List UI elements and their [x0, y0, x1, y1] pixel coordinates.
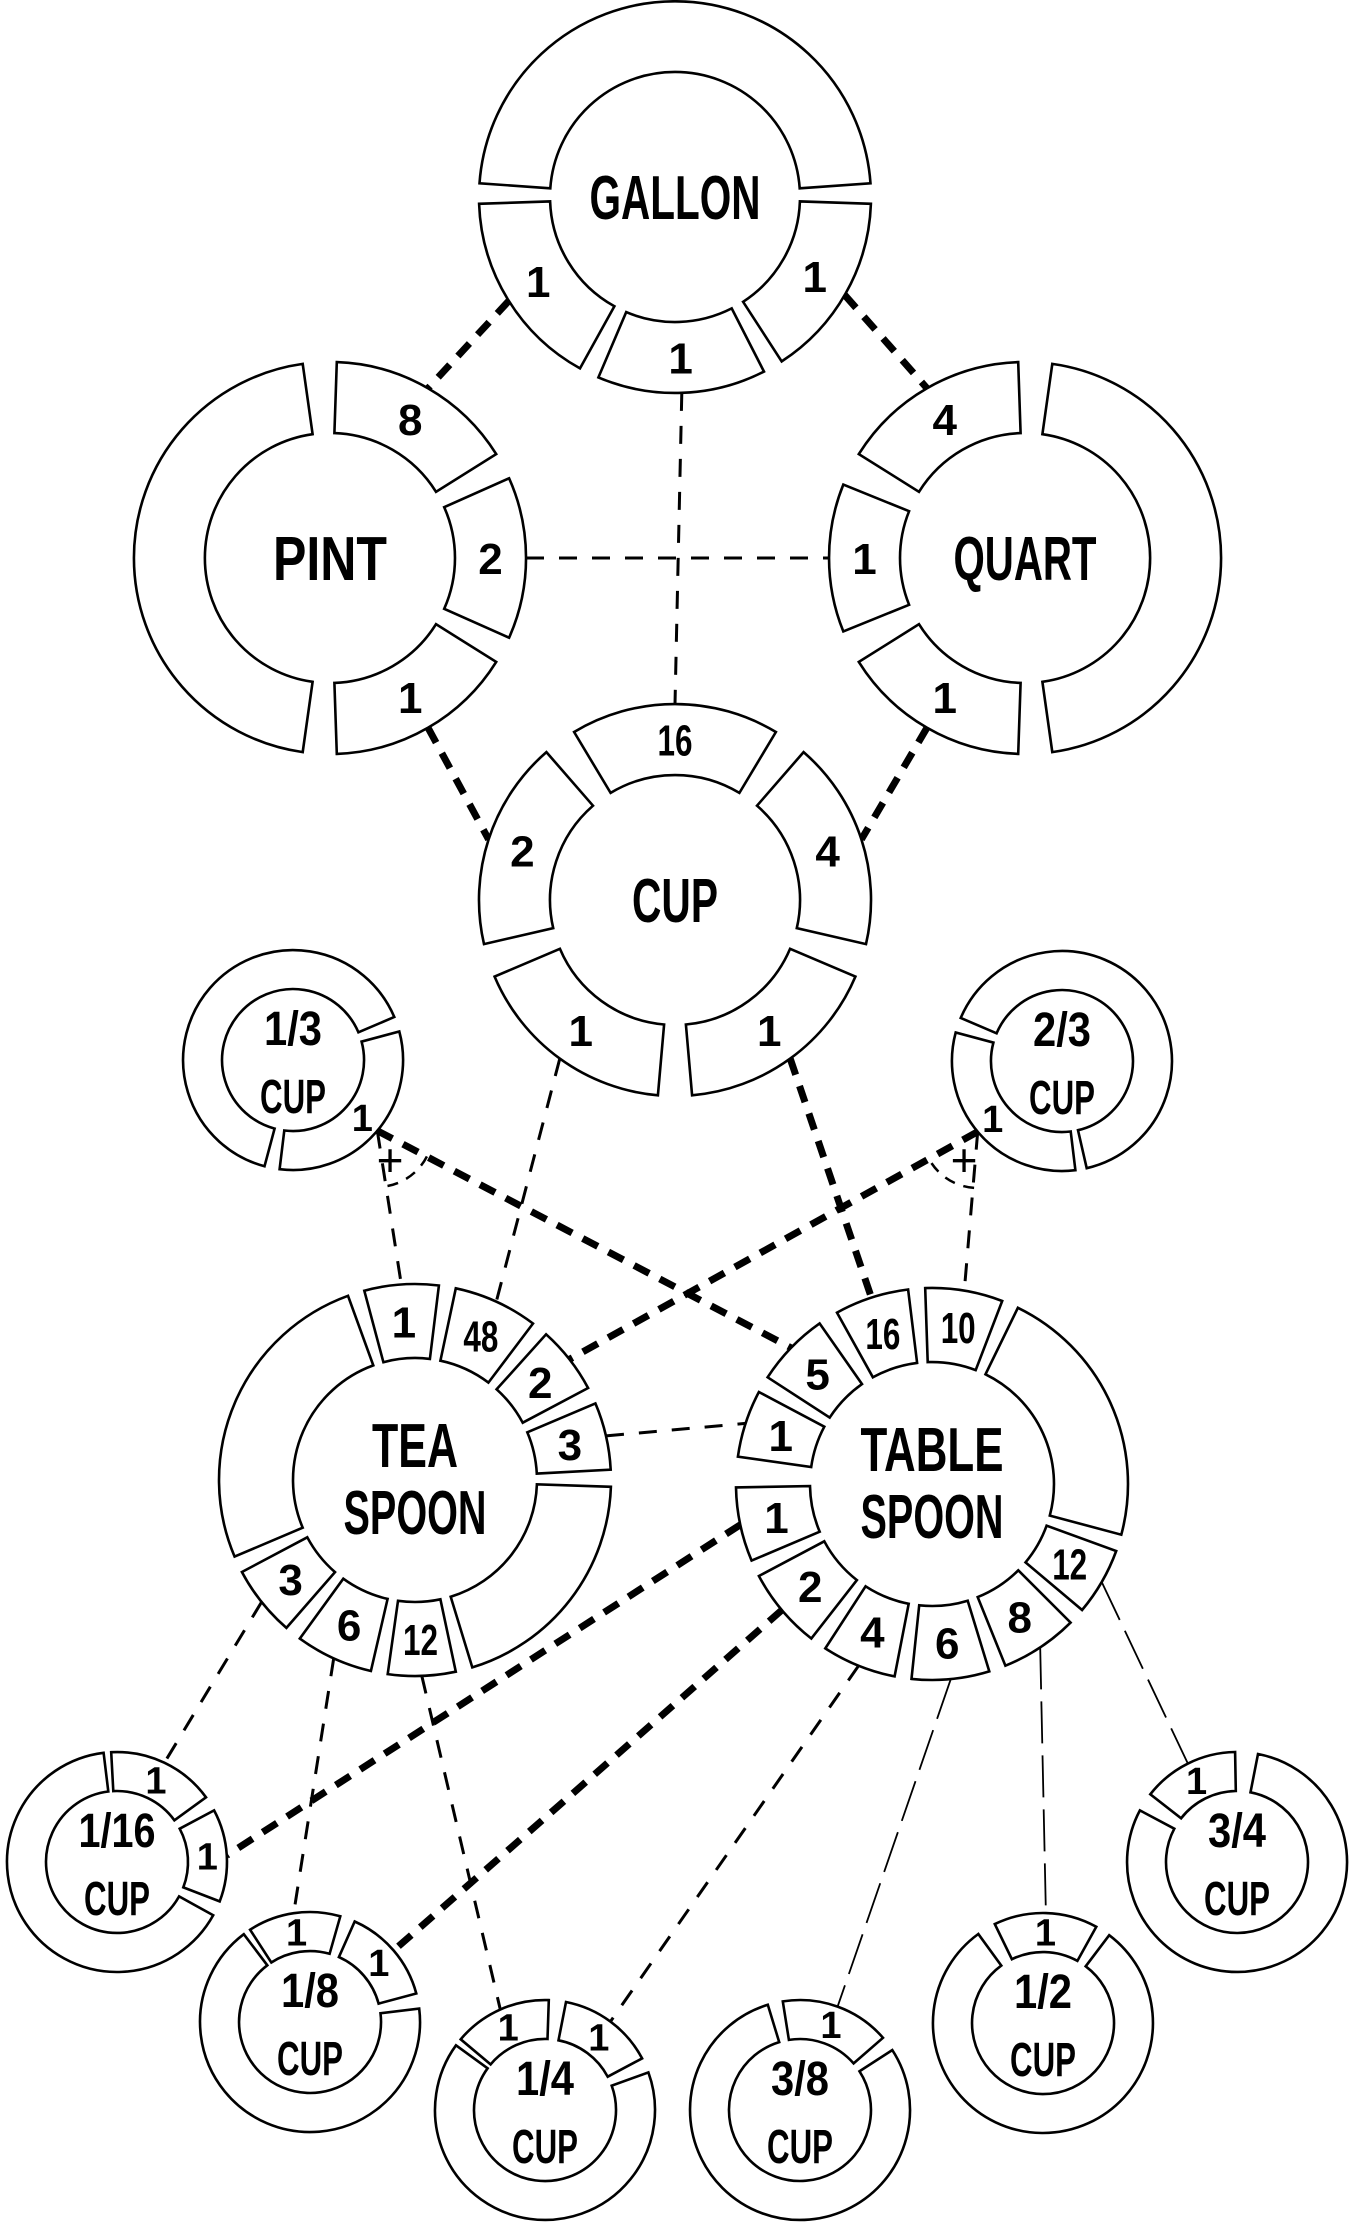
- segment-number: 1: [568, 1006, 593, 1056]
- node-s18: [200, 1912, 420, 2132]
- segment-number: 1: [982, 1099, 1004, 1142]
- segment-number: 1: [1034, 1912, 1056, 1955]
- edge-cup-tbsp: [790, 1059, 871, 1298]
- ring-segment: [986, 1308, 1128, 1535]
- node-label: 1/4: [516, 2053, 575, 2106]
- node-label: 3/4: [1208, 1805, 1267, 1858]
- node-label: 1/3: [264, 1003, 322, 1056]
- node-s14: [435, 2000, 655, 2220]
- node-label: 1/2: [1014, 1966, 1072, 2019]
- edge-third-tbsp: [377, 1131, 791, 1348]
- edge-tbsp-s14: [610, 1666, 858, 2022]
- segment-number: 1: [525, 257, 551, 307]
- segment-number: 1: [398, 674, 423, 723]
- edge-cup-tsp: [496, 1059, 560, 1302]
- segment-number: 1: [757, 1006, 782, 1056]
- node-label: CUP: [84, 1873, 150, 1926]
- segment-number: 16: [865, 1309, 901, 1359]
- segment-number: 5: [805, 1350, 830, 1400]
- edge-twothird-tsp: [570, 1132, 978, 1360]
- node-pint: [134, 362, 526, 754]
- node-label: 3/8: [771, 2053, 829, 2106]
- edge-tbsp-s38: [838, 1679, 951, 2007]
- segment-number: 3: [278, 1556, 303, 1605]
- edge-gallon-pint: [428, 301, 509, 388]
- node-label: 1/8: [281, 1965, 339, 2018]
- node-label: CUP: [632, 867, 718, 936]
- segment-number: 1: [764, 1494, 789, 1544]
- segment-number: 2: [478, 535, 503, 584]
- segment-number: 1: [768, 1411, 794, 1461]
- segment-number: 16: [657, 716, 693, 766]
- node-label: CUP: [512, 2121, 578, 2174]
- segment-number: 1: [1186, 1761, 1208, 1803]
- node-label: CUP: [767, 2121, 833, 2174]
- edge-tsp-s18: [294, 1658, 334, 1913]
- segment-number: 1: [820, 2005, 842, 2047]
- node-s12: [933, 1913, 1153, 2134]
- node-label: GALLON: [589, 164, 761, 233]
- edge-tbsp-s34: [1102, 1582, 1188, 1764]
- segment-number: 1: [286, 1912, 308, 1955]
- node-label: CUP: [277, 2033, 343, 2086]
- node-s116: [7, 1752, 227, 1972]
- segment-number: 1: [351, 1098, 373, 1141]
- ring-segment: [479, 752, 593, 944]
- node-label: SPOON: [860, 1483, 1004, 1552]
- edge-tsp-tbsp: [606, 1423, 746, 1436]
- edge-gallon-cup: [675, 393, 682, 704]
- node-quart: [829, 362, 1221, 754]
- node-cup: [479, 704, 871, 1095]
- segment-number: 1: [196, 1836, 218, 1879]
- segment-number: 2: [528, 1359, 553, 1409]
- edge-gallon-quart: [845, 295, 927, 388]
- node-third: [183, 950, 403, 1170]
- segment-number: 12: [403, 1615, 438, 1665]
- segment-number: 6: [336, 1601, 362, 1651]
- edge-tsp-s116: [164, 1602, 261, 1763]
- segment-number: 1: [852, 535, 877, 584]
- node-label: CUP: [1204, 1873, 1270, 1926]
- segment-number: 1: [802, 253, 827, 302]
- node-label: CUP: [1029, 1072, 1095, 1125]
- node-twothird: [952, 951, 1172, 1171]
- segment-number: 1: [497, 2007, 519, 2050]
- segment-number: 48: [463, 1312, 499, 1362]
- edge-pint-cup: [428, 728, 489, 840]
- segment-number: 1: [588, 2017, 610, 2060]
- segment-number: 4: [932, 396, 958, 445]
- ring-segment: [757, 752, 871, 944]
- node-label: 1/16: [78, 1805, 156, 1858]
- segment-number: 6: [934, 1619, 960, 1669]
- node-s38: [690, 2000, 910, 2220]
- segment-number: 8: [398, 396, 423, 445]
- node-label: TEA: [372, 1412, 458, 1481]
- segment-number: 12: [1052, 1540, 1088, 1590]
- plus-sign: +: [950, 1134, 978, 1186]
- segment-number: 2: [797, 1563, 823, 1613]
- node-label: PINT: [273, 525, 388, 594]
- node-label: CUP: [1010, 2034, 1076, 2087]
- segment-number: 1: [368, 1943, 390, 1986]
- segment-number: 1: [932, 674, 958, 723]
- node-gallon: [479, 1, 871, 393]
- ring-segment: [480, 1, 871, 188]
- segment-number: 1: [145, 1760, 167, 1803]
- node-label: 2/3: [1033, 1004, 1091, 1057]
- segment-number: 4: [815, 827, 840, 877]
- node-label: CUP: [260, 1071, 326, 1124]
- node-label: QUART: [953, 525, 1097, 594]
- segment-number: 2: [510, 827, 535, 877]
- edge-tsp-s14: [422, 1676, 501, 2010]
- segment-number: 8: [1007, 1593, 1033, 1643]
- plus-sign: +: [376, 1134, 404, 1186]
- node-s34: [1127, 1752, 1347, 1972]
- node-tsp: [219, 1284, 611, 1676]
- edge-quart-cup: [861, 728, 927, 840]
- edge-tbsp-s12: [1040, 1647, 1046, 1913]
- segment-number: 10: [940, 1304, 976, 1354]
- segment-number: 1: [668, 334, 693, 384]
- node-label: TABLE: [860, 1416, 1004, 1485]
- node-label: SPOON: [343, 1479, 487, 1548]
- segment-number: 4: [860, 1608, 885, 1658]
- segment-number: 3: [557, 1421, 583, 1471]
- segment-number: 1: [391, 1298, 417, 1348]
- node-tbsp: [736, 1288, 1128, 1680]
